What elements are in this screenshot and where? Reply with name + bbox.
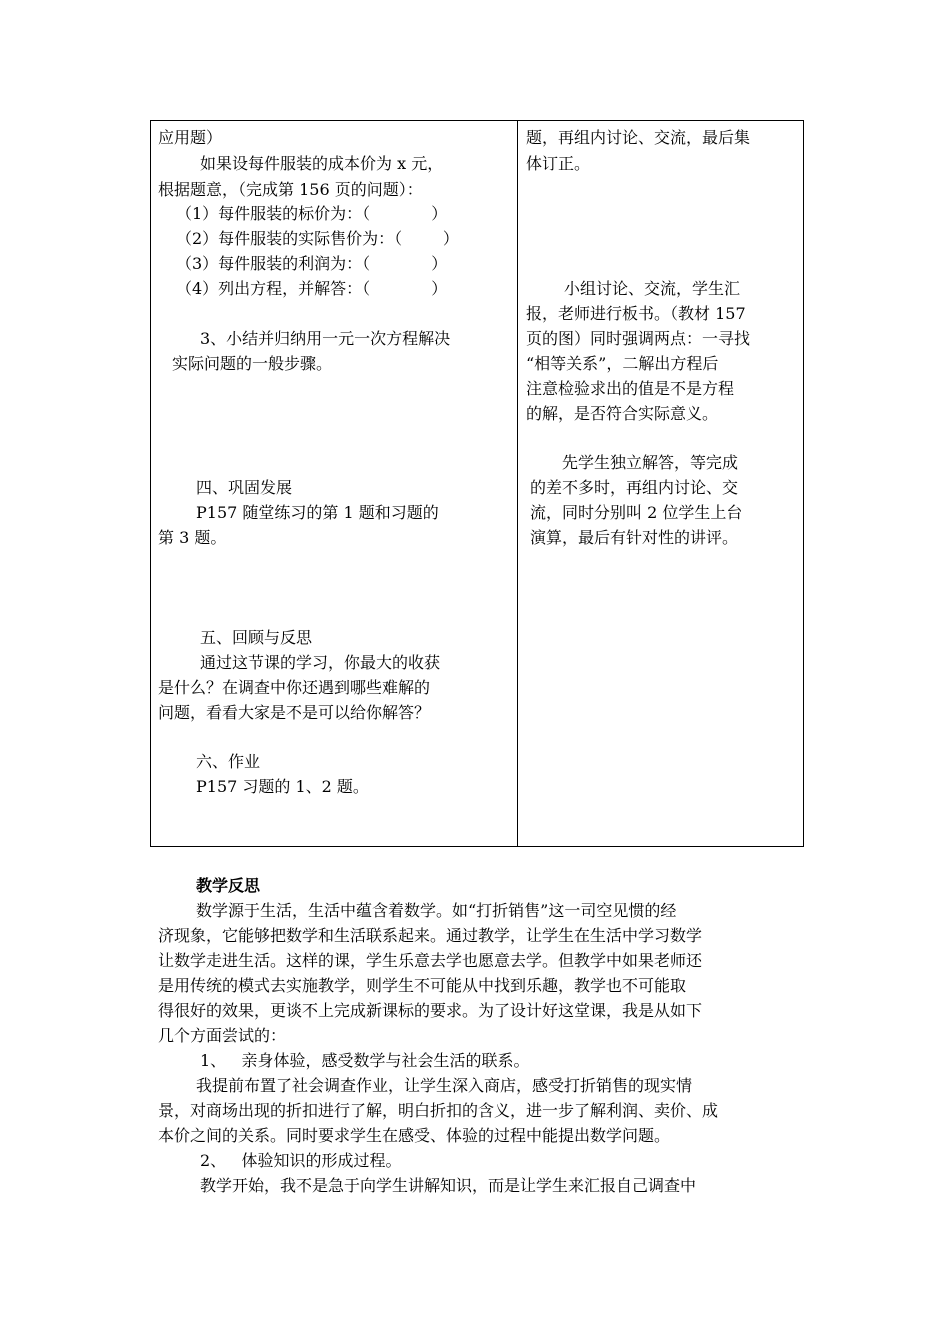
column-divider xyxy=(517,120,518,847)
left-line: （4）列出方程，并解答：（ ） xyxy=(176,279,448,298)
left-line: 根据题意，（完成第 156 页的问题）： xyxy=(158,180,423,199)
reflection-line: 我提前布置了社会调查作业，让学生深入商店，感受打折销售的现实情 xyxy=(196,1076,693,1095)
right-line: 的解，是否符合实际意义。 xyxy=(526,404,719,423)
left-line: （3）每件服装的利润为：（ ） xyxy=(176,254,448,273)
left-line: 如果设每件服装的成本价为 x 元， xyxy=(200,154,444,173)
reflection-line: 得很好的效果，更谈不上完成新课标的要求。为了设计好这堂课，我是从如下 xyxy=(158,1001,703,1020)
right-line: 报，老师进行板书。（教材 157 xyxy=(526,304,746,323)
right-line: 演算，最后有针对性的讲评。 xyxy=(530,528,739,547)
right-line: 先学生独立解答，等完成 xyxy=(562,453,739,472)
right-line: 注意检验求出的值是不是方程 xyxy=(526,379,735,398)
right-line: 的差不多时，再组内讨论、交 xyxy=(530,478,739,497)
section-heading: 六、作业 xyxy=(196,752,261,771)
left-line: 第 3 题。 xyxy=(158,528,227,547)
right-line: 体订正。 xyxy=(526,154,591,173)
right-line: 小组讨论、交流，学生汇 xyxy=(564,279,741,298)
left-line: 问题，看看大家是不是可以给你解答？ xyxy=(158,703,431,722)
reflection-line: 本价之间的关系。同时要求学生在感受、体验的过程中能提出数学问题。 xyxy=(158,1126,671,1145)
section-heading: 四、巩固发展 xyxy=(196,478,293,497)
reflection-line: 让数学走进生活。这样的课，学生乐意去学也愿意去学。但教学中如果老师还 xyxy=(158,951,703,970)
reflection-subheading: 1、 亲身体验，感受数学与社会生活的联系。 xyxy=(200,1051,530,1070)
right-line: 题，再组内讨论、交流，最后集 xyxy=(526,128,751,147)
section-heading: 五、回顾与反思 xyxy=(200,628,313,647)
reflection-subheading: 2、 体验知识的形成过程。 xyxy=(200,1151,402,1170)
right-line: 页的图）同时强调两点：一寻找 xyxy=(526,329,751,348)
left-line: （1）每件服装的标价为：（ ） xyxy=(176,204,448,223)
left-line: 通过这节课的学习，你最大的收获 xyxy=(200,653,441,672)
reflection-line: 数学源于生活，生活中蕴含着数学。如“打折销售”这一司空见惯的经 xyxy=(196,901,677,920)
left-line: P157 习题的 1、2 题。 xyxy=(196,777,369,796)
reflection-line: 济现象，它能够把数学和生活联系起来。通过教学，让学生在生活中学习数学 xyxy=(158,926,703,945)
left-line: 实际问题的一般步骤。 xyxy=(172,354,333,373)
reflection-line: 是用传统的模式去实施教学，则学生不可能从中找到乐趣，教学也不可能取 xyxy=(158,976,687,995)
reflection-line: 几个方面尝试的： xyxy=(158,1026,287,1045)
right-line: “相等关系”，二解出方程后 xyxy=(526,354,719,373)
left-line: 3、小结并归纳用一元一次方程解决 xyxy=(200,329,451,348)
reflection-title: 教学反思 xyxy=(196,876,261,895)
right-line: 流，同时分别叫 2 位学生上台 xyxy=(530,503,743,522)
left-line: 是什么？在调查中你还遇到哪些难解的 xyxy=(158,678,431,697)
left-line: 应用题） xyxy=(158,128,223,147)
reflection-line: 景，对商场出现的折扣进行了解，明白折扣的含义，进一步了解利润、卖价、成 xyxy=(158,1101,719,1120)
reflection-line: 教学开始，我不是急于向学生讲解知识，而是让学生来汇报自己调查中 xyxy=(200,1176,697,1195)
left-line: （2）每件服装的实际售价为：（ ） xyxy=(176,229,459,248)
left-line: P157 随堂练习的第 1 题和习题的 xyxy=(196,503,439,522)
